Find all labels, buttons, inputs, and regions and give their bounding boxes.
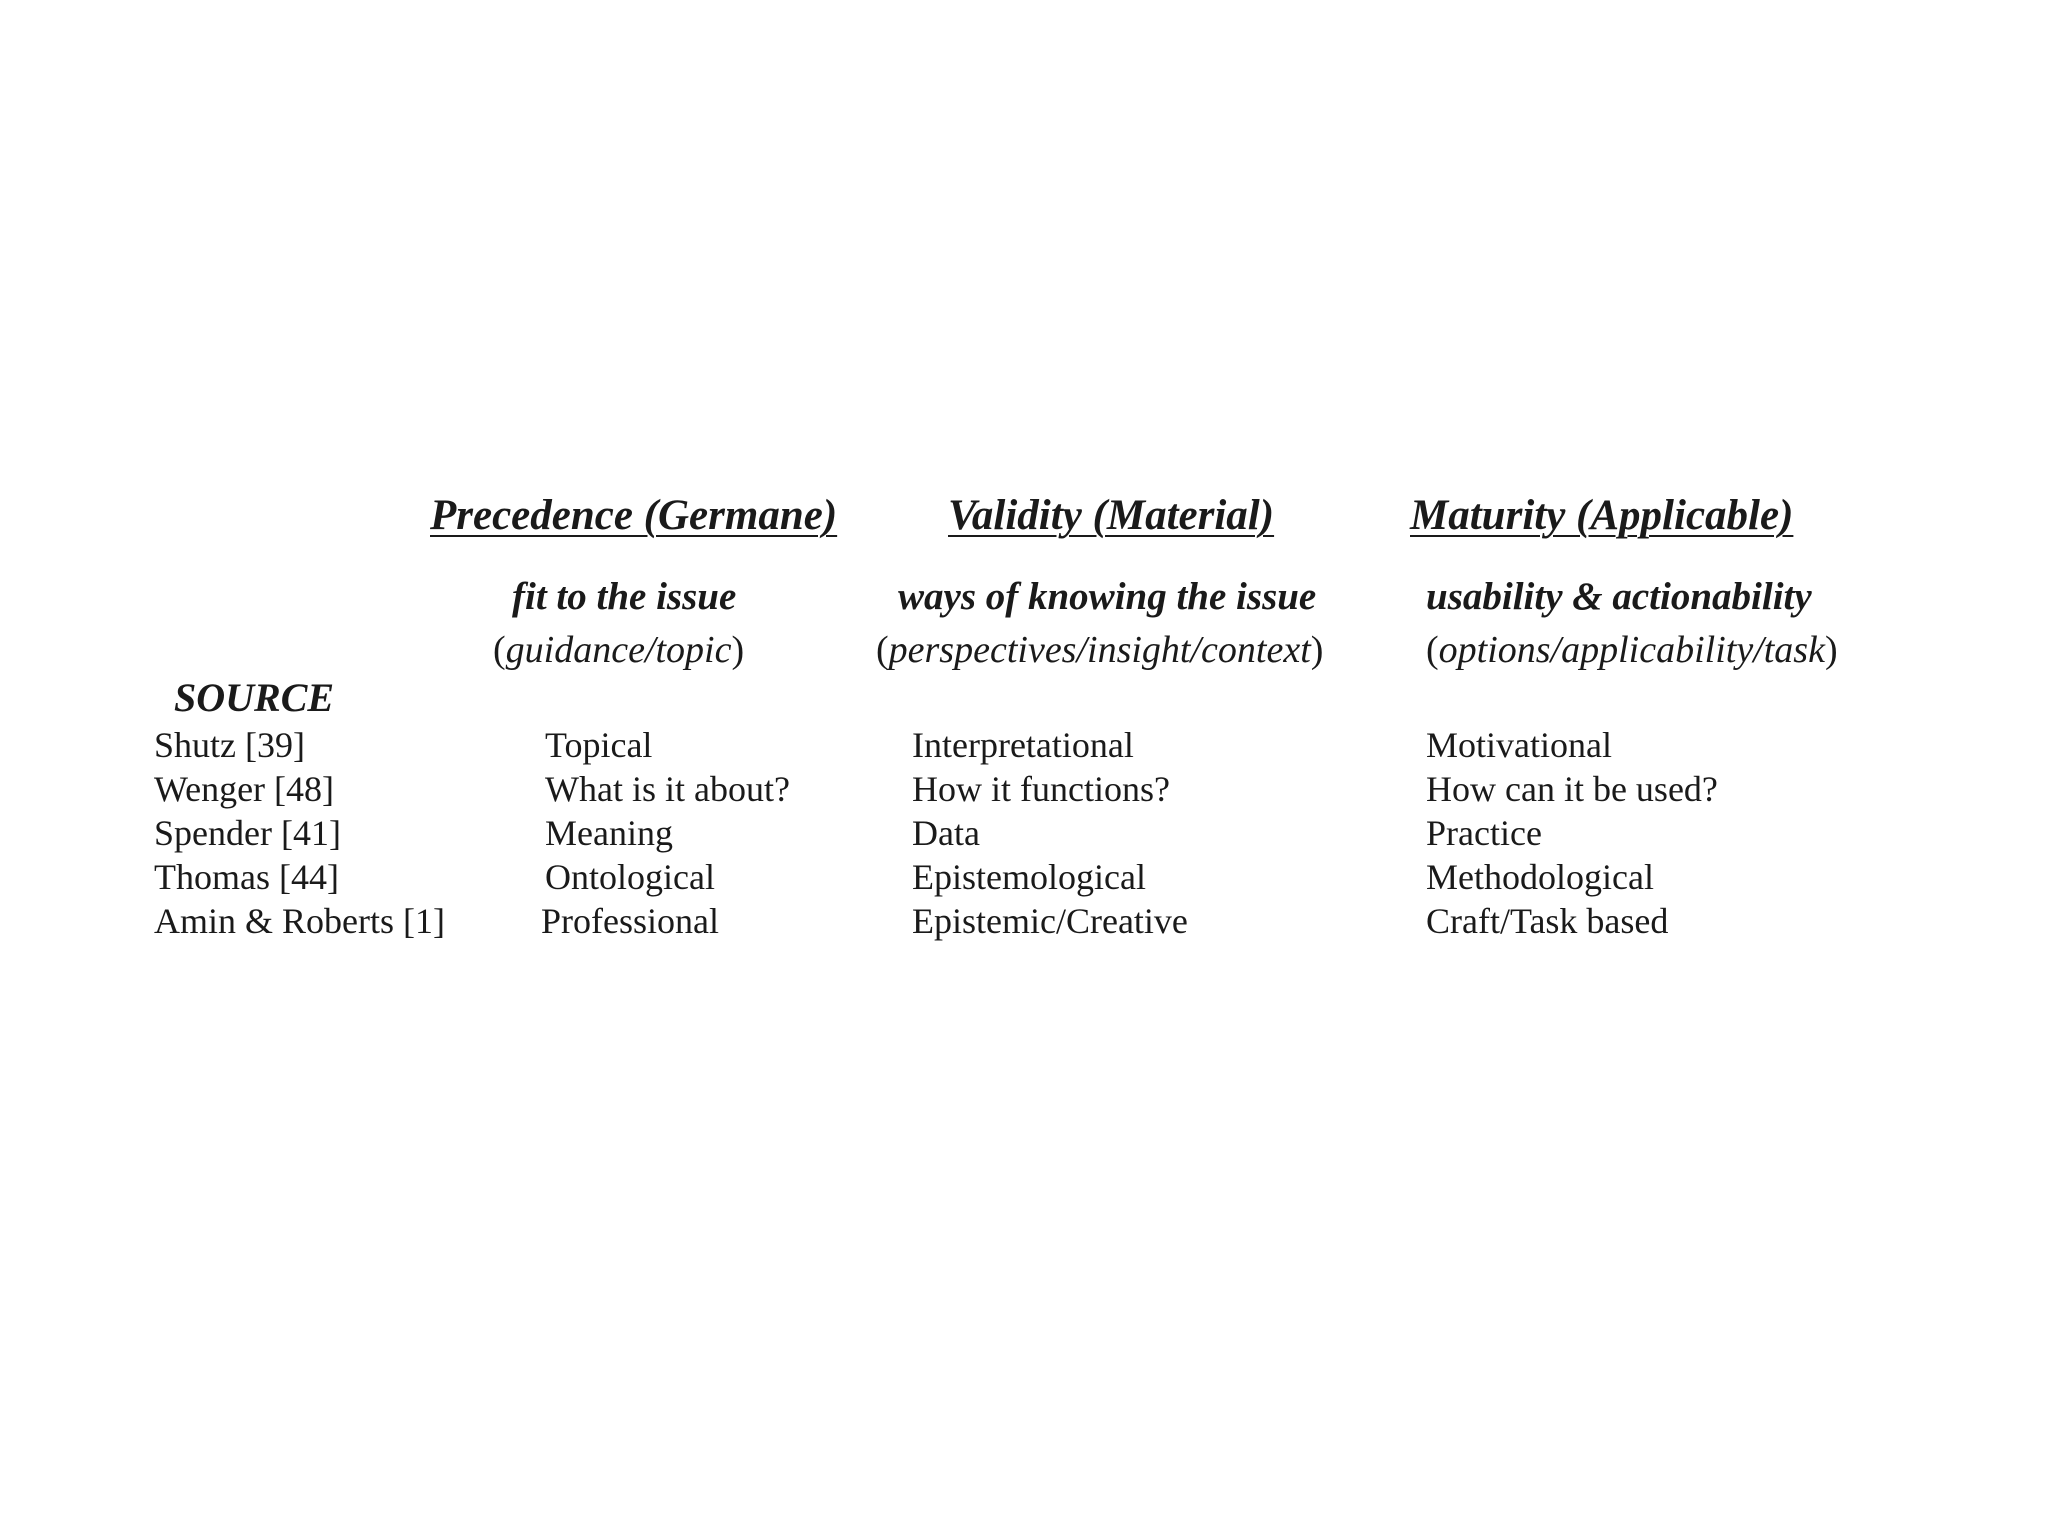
validity-cell: How it functions? — [912, 769, 1170, 809]
column-subtitle-maturity: usability & actionability — [1426, 575, 1812, 618]
column-heading-validity: Validity (Material) — [948, 492, 1275, 539]
precedence-cell: Meaning — [545, 813, 673, 853]
source-cell: Thomas [44] — [154, 857, 339, 897]
precedence-cell: Topical — [545, 725, 653, 765]
column-descriptor-maturity: (options/applicability/task) — [1426, 629, 1838, 671]
maturity-cell: Motivational — [1426, 725, 1612, 765]
source-cell: Wenger [48] — [154, 769, 335, 809]
maturity-cell: Methodological — [1426, 857, 1654, 897]
descriptor-text: options/applicability/task — [1438, 629, 1825, 671]
validity-cell: Epistemological — [912, 857, 1146, 897]
column-subtitle-validity: ways of knowing the issue — [898, 575, 1317, 618]
validity-cell: Epistemic/Creative — [912, 901, 1188, 941]
maturity-cell: How can it be used? — [1426, 769, 1718, 809]
validity-cell: Data — [912, 813, 980, 853]
maturity-cell: Craft/Task based — [1426, 901, 1669, 941]
precedence-cell: What is it about? — [545, 769, 790, 809]
column-heading-precedence: Precedence (Germane) — [430, 492, 838, 539]
column-heading-maturity: Maturity (Applicable) — [1410, 492, 1794, 539]
maturity-cell: Practice — [1426, 813, 1542, 853]
source-cell: Amin & Roberts [1] — [154, 901, 445, 941]
column-descriptor-precedence: (guidance/topic) — [493, 629, 745, 671]
column-subtitle-precedence: fit to the issue — [512, 575, 737, 618]
source-cell: Shutz [39] — [154, 725, 305, 765]
precedence-cell: Ontological — [545, 857, 715, 897]
descriptor-text: perspectives/insight/context — [888, 629, 1311, 671]
source-label: SOURCE — [174, 675, 335, 720]
validity-cell: Interpretational — [912, 725, 1134, 765]
descriptor-text: guidance/topic — [505, 629, 732, 671]
source-cell: Spender [41] — [154, 813, 341, 853]
precedence-cell: Professional — [541, 901, 719, 941]
column-descriptor-validity: (perspectives/insight/context) — [876, 629, 1324, 671]
